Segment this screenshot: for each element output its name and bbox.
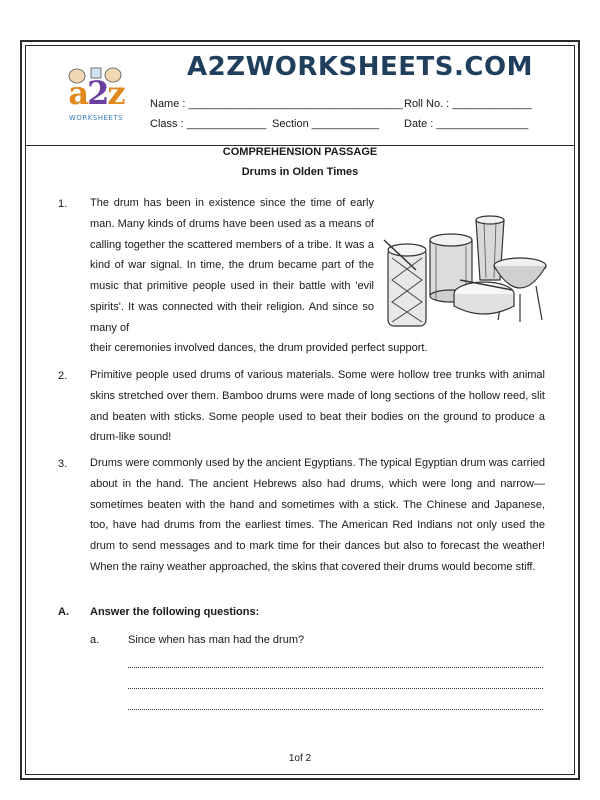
date-field: Date : _______________ (404, 118, 529, 130)
answer-line[interactable] (128, 709, 543, 710)
answer-line[interactable] (128, 667, 543, 668)
question-a-text: Since when has man had the drum? (128, 634, 305, 646)
tall-drum-icon (384, 240, 426, 326)
paragraph-3-number: 3. (58, 458, 68, 470)
name-field: Name : ___________________________________ (150, 98, 403, 110)
logo-wordmark: a2z (68, 74, 124, 112)
paragraph-1-text: The drum has been in existence since the time of early man. Many kinds of drums have been used as a means of calling together the scattered members of a tribe. It was a kind of war signal. In time, the drum became part of the music that primitive people used in their battle with 'evil spirits'. It was connected with their religion. And since so many of (90, 197, 374, 334)
frame-drum-icon (454, 280, 514, 314)
paragraph-2-number: 2. (58, 370, 68, 382)
section-a-label: A. (58, 606, 69, 618)
paragraph-1-tail: their ceremonies involved dances, the drum provided perfect support. (90, 342, 428, 354)
paragraph-1-number: 1. (58, 198, 68, 210)
logo-subtext: WORKSHEETS (68, 114, 124, 122)
passage-title: Drums in Olden Times (241, 166, 359, 178)
roll-no-field: Roll No. : _____________ (404, 98, 532, 110)
section-a-title: Answer the following questions: (90, 606, 260, 618)
class-field: Class : _____________ (150, 118, 267, 130)
section-field: Section ___________ (272, 118, 380, 130)
a2z-logo (55, 66, 137, 126)
answer-line[interactable] (128, 688, 543, 689)
site-title: A2ZWORKSHEETS.COM (187, 52, 533, 82)
drums-illustration (380, 210, 550, 330)
paragraph-2-text: Primitive people used drums of various materials. Some were hollow tree trunks with animal skins stretched over them. Bamboo drums were made of long sections of the hollow reed, slit and beaten with sticks. Some people used to beat their bodies on the ground to produce a drum-like sound! (90, 369, 545, 444)
page-number: 1of 2 (288, 753, 312, 764)
paragraph-3-text: Drums were commonly used by the ancient Egyptians. The typical Egyptian drum was carried about in the hand. The ancient Hebrews also had drums, which were long and narrow—sometimes beaten with the hand and sometimes with a stick. The Chinese and Japanese, too, have had drums from the earliest times. The American Red Indians not only used the drum to send messages and to mark time for their dances but also to forecast the weather! When the rainy weather approached, the skins that covered their drums would become stiff. (90, 457, 545, 573)
passage-heading: COMPREHENSION PASSAGE (222, 146, 378, 158)
question-a-label: a. (90, 634, 100, 646)
